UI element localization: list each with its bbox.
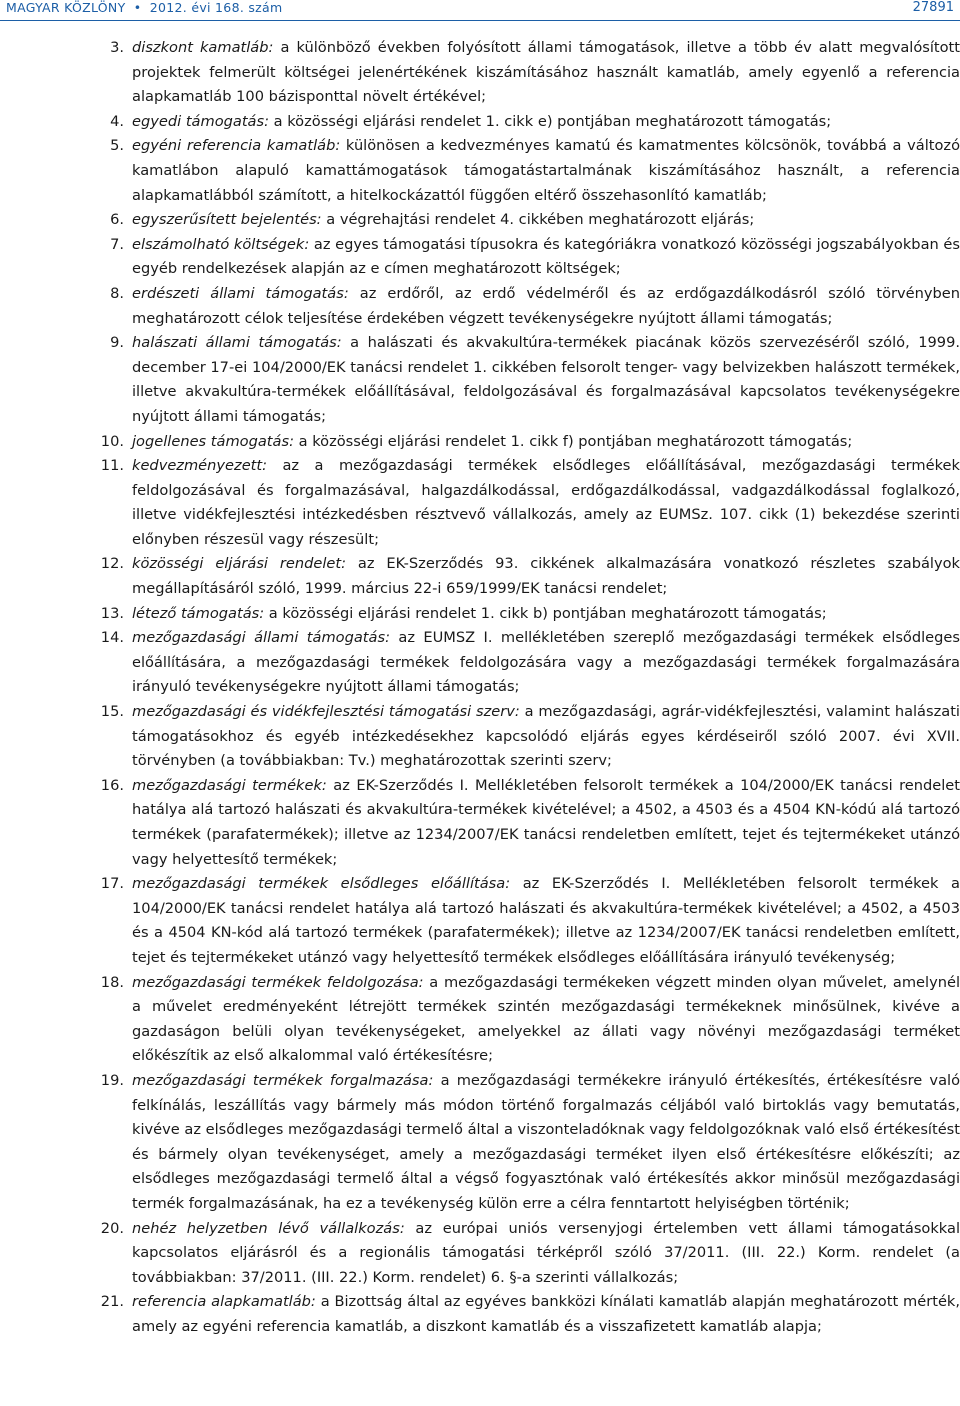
definitions-list (86, 36, 960, 1339)
definition-item (86, 774, 960, 872)
definition-text: a közösségi eljárási rendelet 1. cikk b) pontjában meghatározott támogatás; (264, 604, 827, 622)
page-number: 27891 (912, 0, 954, 15)
definition-item (86, 602, 960, 627)
definition-item (86, 872, 960, 970)
definition-item (86, 110, 960, 135)
definition-text: a Bizottság által az egyéves bankközi kínálati kamatláb alapján meghatározott mérték, amely az egyéni referencia kamatláb, a diszkont kamatláb és a visszafizetett kamatláb alapja; (132, 1293, 960, 1335)
item-number: 7. (110, 235, 124, 253)
defined-term: jogellenes támogatás: (132, 432, 294, 450)
definition-text: az EK-Szerződés I. Mellékletében felsorolt termékek a 104/2000/EK tanácsi rendelet hatálya alá tartozó halászati és akvakultúra-termékek kivételével; a 4502, a 4503 és a 4504 KN-kód alá tartozó termékek (parafatermékek); illetve az 1234/2007/EK tanácsi rendeletben említett, tejet és tejtermékeket utánzó vagy helyettesítő termékek elsődleges előállítására irányuló tevékenység; (132, 875, 960, 966)
item-number: 10. (100, 432, 124, 450)
defined-term: kedvezményezett: (132, 457, 268, 475)
definition-item (86, 552, 960, 601)
defined-term: mezőgazdasági termékek: (132, 776, 327, 794)
definition-item (86, 454, 960, 552)
definition-text: az EK-Szerződés I. Mellékletében felsorolt termékek a 104/2000/EK tanácsi rendelet hatálya alá tartozó halászati és akvakultúra-termékek kivételével; a 4502, a 4503 és a 4504 KN-kódú alá tartozó termékek (parafatermékek); illetve az 1234/2007/EK tanácsi rendeletben említett, tejet és tejtermékeket utánzó vagy helyettesítő termékek; (132, 776, 960, 868)
defined-term: mezőgazdasági termékek forgalmazása: (132, 1071, 434, 1089)
definition-text: a halászati és akvakultúra-termékek piacának közös szervezéséről szóló, 1999. december 17-ei 104/2000/EK tanácsi rendelet 1. cikkében felsorolt tenger- vagy belvizekben halászott termékek, illetve akvakultúra-termékek előállításával, feldolgozásával és forgalmazásával kapcsolatos tevékenységekre nyújtott állami támogatás; (132, 334, 960, 425)
item-number: 20. (100, 1219, 124, 1237)
defined-term: mezőgazdasági termékek feldolgozása: (132, 973, 424, 991)
item-number: 11. (100, 457, 124, 475)
definition-text: különösen a kedvezményes kamatú és kamatmentes kölcsönök, továbbá a változó kamatlábon alapuló kamattámogatások támogatástartalmának kiszámításához használt, a referencia alapkamatlábból számított, a hitelkockázattól függően eltérő összehasonlító kamatláb; (132, 137, 960, 204)
definition-text: az EUMSZ I. mellékletében szereplő mezőgazdasági termékek elsődleges előállítására, a mezőgazdasági termékek feldolgozására vagy a mezőgazdasági termékek forgalmazására irányuló tevékenységekre nyújtott állami támogatás; (132, 629, 960, 696)
defined-term: létező támogatás: (132, 604, 265, 622)
item-number: 13. (100, 604, 124, 622)
definition-item (86, 1290, 960, 1339)
definition-item (86, 1217, 960, 1291)
item-number: 6. (110, 211, 124, 229)
defined-term: elszámolható költségek: (132, 235, 310, 253)
definition-text: a mezőgazdasági, agrár-vidékfejlesztési, valamint halászati támogatásokhoz és egyéb intézkedésekhez kapcsolódó eljárás egyes kérdéseiről szóló 2007. évi XVII. törvényben (a továbbiakban: Tv.) meghatározottak szerinti szerv; (132, 703, 960, 770)
defined-term: egyéni referencia kamatláb: (132, 137, 341, 155)
item-number: 16. (100, 776, 124, 794)
definition-item (86, 430, 960, 455)
item-number: 3. (110, 39, 124, 56)
item-number: 12. (100, 555, 124, 573)
defined-term: egyedi támogatás: (132, 112, 270, 130)
definition-text: a különböző években folyósított állami támogatások, illetve a több év alatt megvalósított projektek felmerült költségei jelenértékének kiszámításához használt kamatláb, amely egyenlő a referencia alapkamatláb 100 bázisponttal növelt értékével; (132, 39, 960, 106)
defined-term: mezőgazdasági termékek elsődleges előállítása: (132, 875, 511, 893)
definition-text: a mezőgazdasági termékekre irányuló értékesítés, értékesítésre való felkínálás, leszállítás vagy bármely más módon történő forgalmazás céljából való birtoklás vagy bemutatás, kivéve az elsődleges mezőgazdasági termelő által a viszonteladóknak vagy feldolgozóknak való első értékesítést és bármely olyan tevékenységet, amely a mezőgazdasági terméket ilyen első értékesítésre előkészíti; az elsődleges mezőgazdasági termelő által a végső fogyasztónak való értékesítés akkor minősül mezőgazdasági termék forgalmazásának, ha ez a tevékenység külön erre a célra fenntartott helyiségben történik; (132, 1071, 960, 1212)
definition-item (86, 282, 960, 331)
definition-text: a végrehajtási rendelet 4. cikkében meghatározott eljárás; (321, 211, 755, 229)
defined-term: referencia alapkamatláb: (132, 1293, 316, 1311)
item-number: 14. (100, 629, 124, 647)
defined-term: diszkont kamatláb: (132, 39, 274, 56)
definition-text: az egyes támogatási típusokra és kategóriákra vonatkozó közösségi jogszabályokban és egyéb rendelkezések alapján az e címen meghatározott költségek; (132, 235, 960, 278)
item-number: 19. (100, 1071, 124, 1089)
page-header (0, 0, 960, 22)
definition-text: a mezőgazdasági termékeken végzett minden olyan művelet, amelynél a művelet eredményeként létrejött termékek szintén mezőgazdasági termékeknek minősülnek, kivéve a gazdaságon belüli olyan tevékenységeket, amelyekkel az állati vagy növényi mezőgazdasági terméket előkészítik az első alkalommal való értékesítésre; (132, 973, 960, 1065)
definition-item (86, 208, 960, 233)
item-number: 21. (100, 1293, 124, 1311)
definition-item (86, 134, 960, 208)
definition-item (86, 626, 960, 700)
header-publication (6, 0, 282, 16)
item-number: 9. (110, 334, 124, 352)
defined-term: nehéz helyzetben lévő vállalkozás: (132, 1219, 405, 1237)
definition-text: az erdőről, az erdő védelméről és az erdőgazdálkodásról szóló törvényben meghatározott célok teljesítése érdekében végzett tevékenységekre nyújtott állami támogatás; (132, 284, 960, 327)
definition-text: az a mezőgazdasági termékek elsődleges előállításával, mezőgazdasági termékek feldolgozásával és forgalmazásával, halgazdálkodással, erdőgazdálkodással, vadgazdálkodással foglalkozó, illetve vidékfejlesztési intézkedésben résztvevő vállalkozás, amely az EUMSz. 107. cikk (1) bekezdése szerinti előnyben részesül vagy részesült; (132, 457, 960, 548)
item-number: 15. (100, 703, 124, 721)
definition-text: a közösségi eljárási rendelet 1. cikk f) pontjában meghatározott támogatás; (294, 432, 853, 450)
publication-title: MAGYAR KÖZLÖNY (6, 0, 126, 15)
definition-item (86, 233, 960, 282)
item-number: 4. (110, 112, 124, 130)
defined-term: egyszerűsített bejelentés: (132, 211, 322, 229)
defined-term: közösségi eljárási rendelet: (132, 555, 347, 573)
definition-item (86, 971, 960, 1069)
item-number: 17. (100, 875, 124, 893)
definition-item (86, 36, 960, 110)
item-number: 18. (100, 973, 124, 991)
header-separator: • (133, 0, 142, 15)
definition-item (86, 700, 960, 774)
definition-text: a közösségi eljárási rendelet 1. cikk e) pontjában meghatározott támogatás; (269, 112, 832, 130)
defined-term: mezőgazdasági állami támogatás: (132, 629, 390, 647)
defined-term: halászati állami támogatás: (132, 334, 342, 352)
issue-label: 2012. évi 168. szám (149, 0, 283, 15)
definition-text: az európai uniós versenyjogi értelemben vett állami támogatásokkal kapcsolatos eljárásról és a regionális támogatási térképről szóló 37/2011. (III. 22.) Korm. rendelet (a továbbiakban: 37/2011. (III. 22.) Korm. rendelet) 6. §-a szerinti vállalkozás; (132, 1219, 960, 1286)
definition-item (86, 1069, 960, 1217)
defined-term: mezőgazdasági és vidékfejlesztési támogatási szerv: (132, 703, 520, 721)
item-number: 8. (110, 284, 124, 302)
definition-text: az EK-Szerződés 93. cikkének alkalmazására vonatkozó részletes szabályok megállapításáról szóló, 1999. március 22-i 659/1999/EK tanácsi rendelet; (132, 555, 960, 598)
item-number: 5. (110, 137, 124, 155)
definition-item (86, 331, 960, 429)
header-divider (0, 20, 960, 21)
defined-term: erdészeti állami támogatás: (132, 284, 349, 302)
